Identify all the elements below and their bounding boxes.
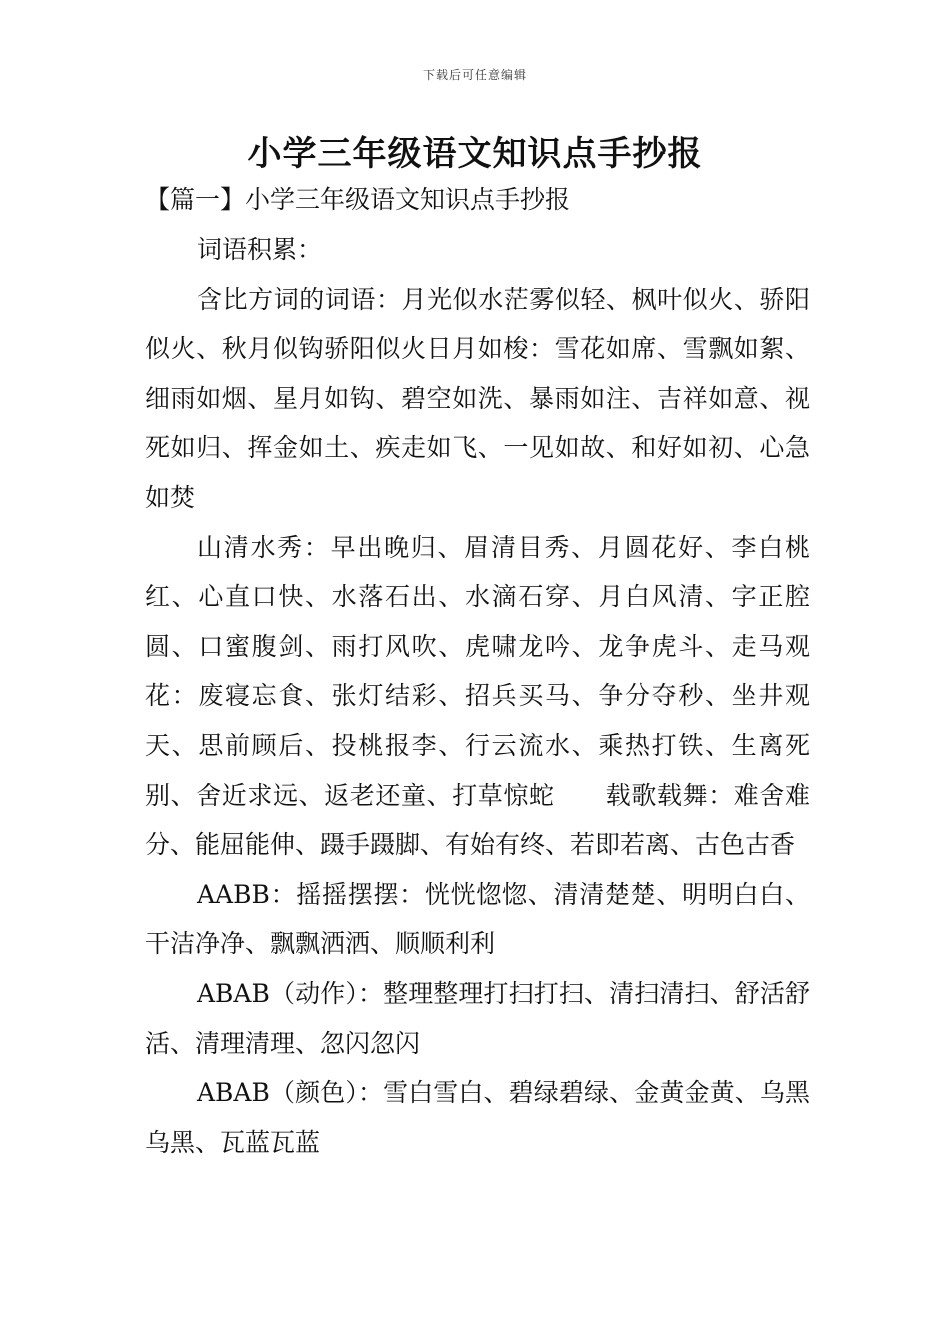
paragraph-simile-words: 含比方词的词语：月光似水茫雾似轻、枫叶似火、骄阳似火、秋月似钩骄阳似火日月如梭：雪花如席、雪飘如絮、细雨如烟、星月如钩、碧空如洗、暴雨如注、吉祥如意、视死如归、挥金如土、疾走如飞、一见如故、和好如初、心急如焚	[145, 284, 810, 512]
document-title: 小学三年级语文知识点手抄报	[247, 134, 703, 174]
paragraph-abab-color: ABAB（颜色）：雪白雪白、碧绿碧绿、金黄金黄、乌黑乌黑、瓦蓝瓦蓝	[145, 1078, 810, 1157]
section-heading: 【篇一】小学三年级语文知识点手抄报	[145, 185, 571, 214]
paragraph-aabb: AABB：摇摇摆摆：恍恍惚惚、清清楚楚、明明白白、干洁净净、飘飘洒洒、顺顺利利	[145, 879, 810, 959]
document-body	[145, 180, 810, 1167]
paragraph-abab-action: ABAB（动作）：整理整理打扫打扫、清扫清扫、舒活舒活、清理清理、忽闪忽闪	[145, 978, 810, 1058]
paragraph-idioms: 山清水秀：早出晚归、眉清目秀、月圆花好、李白桃红、心直口快、水落石出、水滴石穿、月白风清、字正腔圆、口蜜腹剑、雨打风吹、虎啸龙吟、龙争虎斗、走马观花：废寝忘食、张灯结彩、招兵买马、争分夺秒、坐井观天、思前顾后、投桃报李、行云流水、乘热打铁、生离死别、舍近求远、返老还童、打草惊蛇 载歌载舞：难舍难分、能屈能伸、蹑手蹑脚、有始有终、若即若离、古色古香	[145, 532, 810, 860]
header-note: 下载后可任意编辑	[422, 68, 527, 82]
paragraph-vocab-heading: 词语积累：	[197, 235, 323, 264]
